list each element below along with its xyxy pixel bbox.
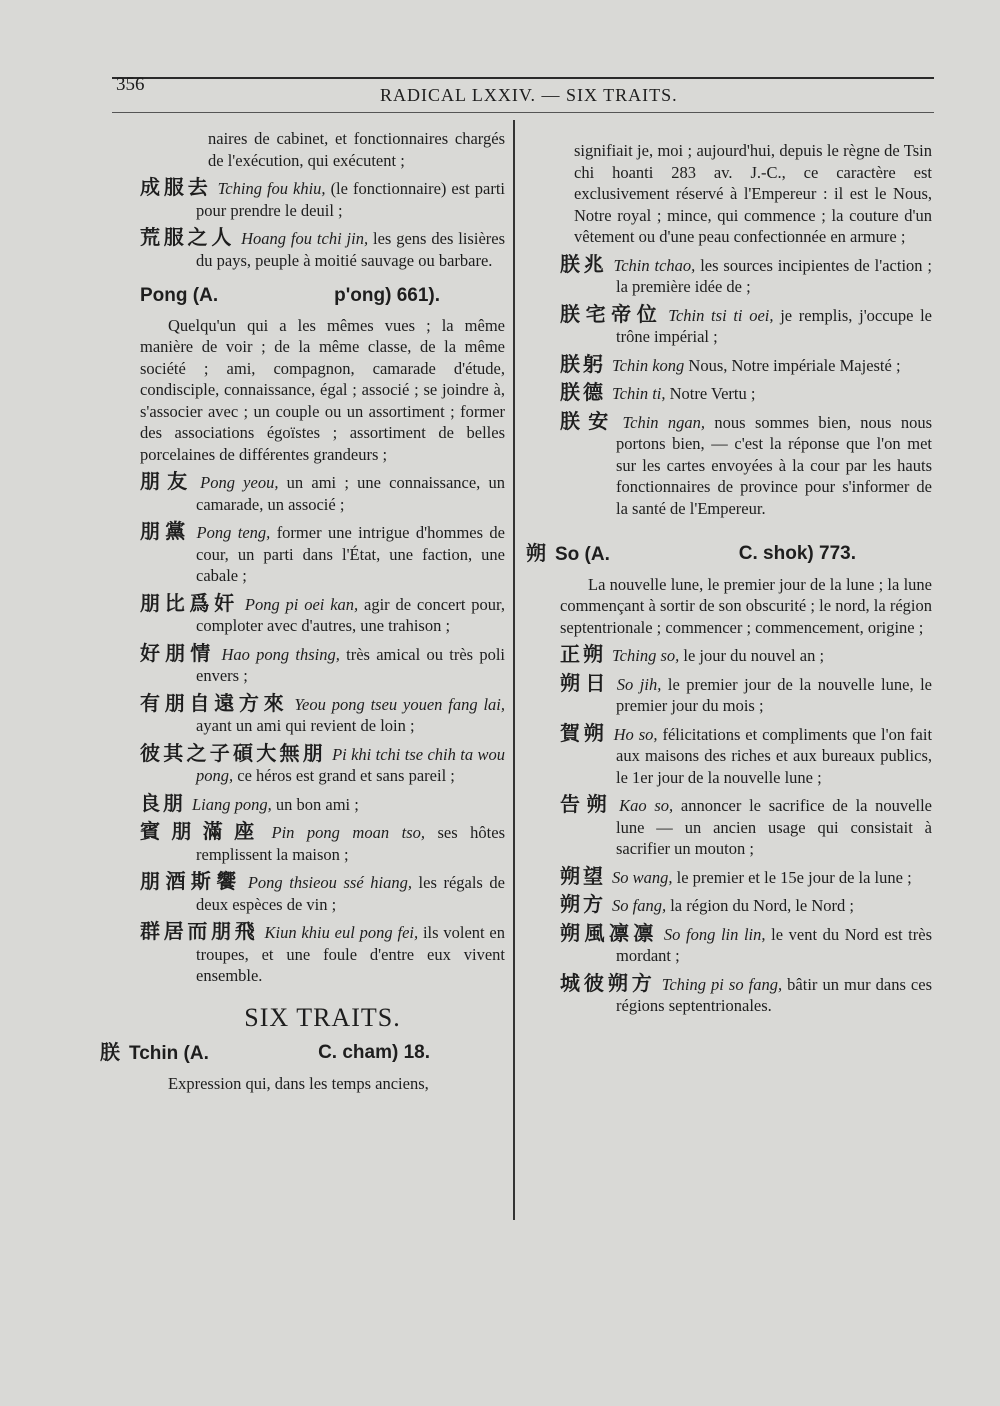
heading-reference: p'ong) 661). (334, 285, 440, 306)
heading-reference: C. cham) 18. (318, 1042, 430, 1063)
entry (140, 790, 505, 816)
character-definition: Expression qui, dans les temps anciens, (168, 1073, 429, 1093)
entry (560, 408, 933, 520)
heading-reading: Pong (A. (140, 285, 219, 306)
entry-definition: ses hôtes remplissent la maison ; (196, 823, 506, 864)
entry (140, 640, 506, 687)
entry-definition: les gens des lisières du pays, peuple à moitié sauvage ou barbare. (196, 229, 506, 270)
entry (560, 670, 932, 717)
character-definition: La nouvelle lune, le premier jour de la lune ; la lune commençant à sortir de son obscurité ; le nord, la région septentrionale ; commencer ; commencement, origine ; (560, 574, 932, 637)
entry-romanization: Liang pong, (192, 794, 272, 814)
entry-definition: les régals de deux espèces de vin ; (196, 873, 506, 914)
entry-romanization: Hao pong thsing, (221, 644, 340, 664)
entry-definition: je remplis, j'occupe le trône impérial ; (616, 305, 933, 346)
entry-romanization: Tchin kong (612, 355, 685, 375)
entry-chinese: 朕兆 (560, 251, 608, 276)
entry-chinese: 朕安 (560, 408, 617, 433)
entry-definition: bâtir un mur dans ces régions septentrionales. (616, 974, 932, 1015)
entry-romanization: Pi khi tchi tse chih ta wou pong, (196, 744, 505, 785)
heading-reading: So (A. (555, 544, 610, 565)
entry (140, 921, 505, 987)
entry-definition: les sources incipientes de l'action ; la première idée de ; (616, 255, 933, 296)
right-column (526, 140, 933, 1023)
entry-definition: ayant un ami qui revient de loin ; (196, 716, 415, 735)
entry-chinese: 賓朋滿座 (140, 819, 266, 843)
entry-romanization: Kao so, (619, 796, 674, 815)
entry (560, 351, 932, 377)
entry-chinese: 朕德 (560, 380, 606, 404)
entry-romanization: So fang, (612, 896, 667, 915)
left-column (100, 128, 506, 1100)
heading-chinese: 朕 (100, 1040, 123, 1064)
entry-definition: former une intrigue d'hommes de cour, un parti dans l'État, une faction, une cabale ; (196, 523, 505, 585)
entry-romanization: Pong thsieou ssé hiang, (247, 873, 412, 892)
entry-chinese: 朕宅帝位 (560, 301, 663, 326)
entry-chinese: 朋友 (140, 469, 195, 493)
entry (140, 821, 505, 865)
header-rule (112, 77, 934, 79)
right-intro: signifiait je, moi ; aujourd'hui, depuis le règne de Tsin chi hoanti 283 av. J.-C., ce caractère est exclusivement réservé à l'Empereur : il est le Nous, Notre royal ; mince, qui commence ; la couture d'un vêtement ou d'une peau confectionnée en armure ; (574, 141, 932, 246)
entry (560, 644, 932, 667)
entry (560, 970, 932, 1017)
entry (560, 251, 933, 298)
running-title: RADICAL LXXIV. — SIX TRAITS. (380, 85, 678, 105)
entry-chinese: 成服去 (140, 175, 212, 199)
entry (140, 740, 505, 787)
entry-definition: agir de concert pour, comploter avec d'autres, une trahison ; (196, 594, 506, 635)
entry-definition: un ami ; une connaissance, un camarade, un associé ; (196, 473, 505, 514)
entry-chinese: 朔日 (560, 670, 611, 695)
entry (140, 590, 506, 637)
entry-definition: ce héros est grand et sans pareil ; (237, 766, 455, 785)
character-heading (140, 285, 440, 307)
entry-chinese: 朋比爲奸 (140, 590, 239, 615)
entry-chinese: 正朔 (560, 642, 606, 666)
column-divider (513, 120, 515, 1220)
header-underline (112, 112, 934, 113)
entry-romanization: Hoang fou tchi jin, (241, 229, 369, 248)
entry-chinese: 朔望 (560, 863, 606, 888)
entry-romanization: Tchin ngan, (622, 412, 706, 432)
entry-romanization: Ho so, (613, 724, 658, 744)
entry (560, 720, 933, 789)
entry (140, 871, 505, 915)
entry-chinese: 賀朔 (560, 720, 608, 745)
entry (140, 177, 505, 221)
entry-definition: la région du Nord, le Nord ; (670, 896, 854, 915)
entry-definition: le vent du Nord est très mordant ; (616, 924, 933, 965)
entry-romanization: Tching so, (612, 646, 680, 665)
entry-romanization: Yeou pong tseu youen fang lai, (294, 694, 506, 714)
section-title: SIX TRAITS. (244, 1002, 401, 1032)
entry-romanization: Tchin tchao, (613, 255, 696, 275)
entry (560, 894, 932, 917)
entry-chinese: 好朋情 (140, 640, 216, 665)
entry-romanization: Pong pi oei kan, (244, 594, 359, 614)
entry-chinese: 朔風凛凛 (560, 920, 658, 945)
entry-definition: félicitations et compliments que l'on fait aux maisons des riches et aux bureaux publics, le 1er jour de la nouvelle lune ; (616, 724, 933, 787)
entry (560, 794, 932, 860)
entry-definition: nous sommes bien, nous nous portons bien, — c'est la réponse que l'on met sur les cartes envoyées à la cour par les hauts fonctionnaires de province pour s'informer de la santé de l'Empereur. (616, 412, 933, 518)
entry-definition: le premier et le 15e jour de la lune ; (676, 867, 912, 887)
entry-chinese: 有朋自遠方來 (140, 690, 289, 715)
entry-romanization: Tchin ti, (612, 384, 666, 403)
entry-definition: Nous, Notre impériale Majesté ; (688, 355, 901, 375)
character-definition: Quelqu'un qui a les mêmes vues ; la même manière de voir ; de la même classe, de la même société ; ami, compagnon, camarade d'étude, condisciple, connaissance, égal ; associé ; se joindre à, s'associer avec ; un couple ou un assortiment ; former des associations égoïstes ; assortiment de belles porcelaines de différentes grandeurs ; (140, 315, 505, 464)
entry-definition: ils volent en troupes, et une foule d'entre eux vivent ensemble. (196, 923, 505, 985)
heading-reference: C. shok) 773. (738, 543, 856, 564)
entry (140, 227, 505, 271)
heading-chinese: 朔 (526, 541, 549, 565)
entry-romanization: Tchin tsi ti oei, (668, 305, 774, 325)
entry-chinese: 城彼朔方 (560, 970, 656, 995)
page-number: 356 (116, 74, 145, 95)
entry-romanization: Kiun khiu eul pong fei, (264, 923, 419, 942)
character-heading (100, 1042, 430, 1065)
heading-reading: Tchin (A. (129, 1043, 209, 1064)
entry (560, 920, 933, 967)
entry-definition: (le fonctionnaire) est parti pour prendre le deuil ; (196, 179, 505, 220)
entry-chinese: 朋黨 (140, 519, 191, 543)
entry-romanization: Pong yeou, (200, 473, 279, 492)
entry-chinese: 荒服之人 (140, 225, 236, 249)
entry-romanization: So jih, (616, 674, 662, 694)
left-intro: naires de cabinet, et fonctionnaires chargés de l'exécution, qui exécutent ; (208, 129, 505, 170)
entry-definition: un bon ami ; (275, 794, 359, 814)
entry (560, 301, 933, 348)
entry (140, 690, 506, 737)
entry-chinese: 朔方 (560, 892, 606, 916)
entry (560, 863, 932, 889)
entry-romanization: Tching pi so fang, (661, 974, 783, 994)
entry-romanization: Pin pong moan tso, (271, 823, 425, 842)
entry-definition: Notre Vertu ; (669, 384, 756, 403)
entry-definition: le premier jour de la nouvelle lune, le premier jour du mois ; (616, 674, 932, 715)
entry (560, 382, 932, 405)
entry (140, 471, 505, 515)
character-heading (526, 543, 856, 566)
entry-chinese: 良朋 (140, 790, 186, 815)
entry-romanization: Pong teng, (196, 523, 271, 542)
entry-definition: très amical ou très poli envers ; (196, 644, 506, 685)
entry-chinese: 朕躬 (560, 351, 606, 376)
entry-chinese: 告朔 (560, 792, 614, 816)
entry-romanization: So wang, (612, 867, 673, 887)
entry-romanization: So fong lin lin, (663, 924, 766, 944)
entry-romanization: Tching fou khiu, (217, 179, 326, 198)
entry-chinese: 彼其之子碩大無朋 (140, 740, 327, 765)
entry-definition: annoncer le sacrifice de la nouvelle lune — un ancien usage qui consistait à sacrifier un mouton ; (616, 796, 932, 858)
entry-chinese: 群居而朋飛 (140, 919, 259, 943)
entry-definition: le jour du nouvel an ; (683, 646, 825, 665)
entry (140, 521, 505, 587)
entry-chinese: 朋酒斯饗 (140, 869, 242, 893)
